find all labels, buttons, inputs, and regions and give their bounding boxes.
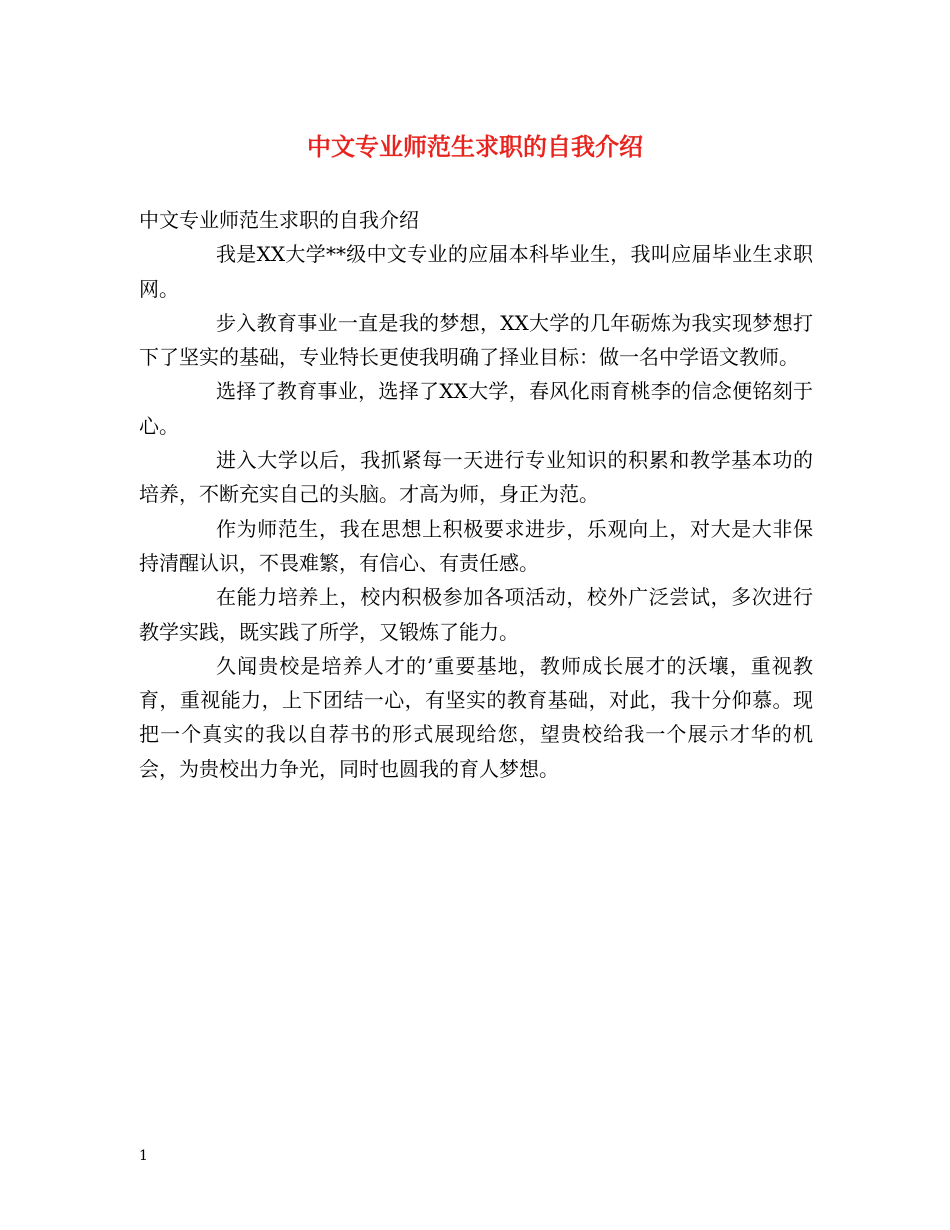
paragraph-6: 在能力培养上，校内积极参加各项活动，校外广泛尝试，多次进行教学实践，既实践了所学，又锻炼了能力。 bbox=[139, 585, 813, 644]
paragraph-2: 步入教育事业一直是我的梦想，XX大学的几年砺炼为我实现梦想打下了坚实的基础，专业特长更使我明确了择业目标：做一名中学语文教师。 bbox=[139, 310, 813, 370]
paragraph-5: 作为师范生，我在思想上积极要求进步，乐观向上，对大是大非保持清醒认识，不畏难繁，有信心、有责任感。 bbox=[139, 516, 813, 575]
document-body bbox=[139, 203, 813, 786]
document-title: 中文专业师范生求职的自我介绍 bbox=[307, 132, 643, 161]
document-subtitle: 中文专业师范生求职的自我介绍 bbox=[139, 208, 419, 232]
paragraph-7: 久闻贵校是培养人才的’重要基地，教师成长展才的沃壤，重视教育，重视能力，上下团结一心，有坚实的教育基础，对此，我十分仰慕。现把一个真实的我以自荐书的形式展现给您，望贵校给我一个展示才华的机会，为贵校出力争光，同时也圆我的育人梦想。 bbox=[139, 653, 813, 781]
paragraph-3: 选择了教育事业，选择了XX大学，春风化雨育桃李的信念便铭刻于心。 bbox=[139, 379, 813, 438]
paragraph-4: 进入大学以后，我抓紧每一天进行专业知识的积累和教学基本功的培养，不断充实自己的头脑。才高为师，身正为范。 bbox=[139, 448, 813, 507]
page-number: 1 bbox=[139, 1148, 148, 1164]
paragraph-1: 我是XX大学**级中文专业的应届本科毕业生，我叫应届毕业生求职网。 bbox=[139, 242, 813, 301]
